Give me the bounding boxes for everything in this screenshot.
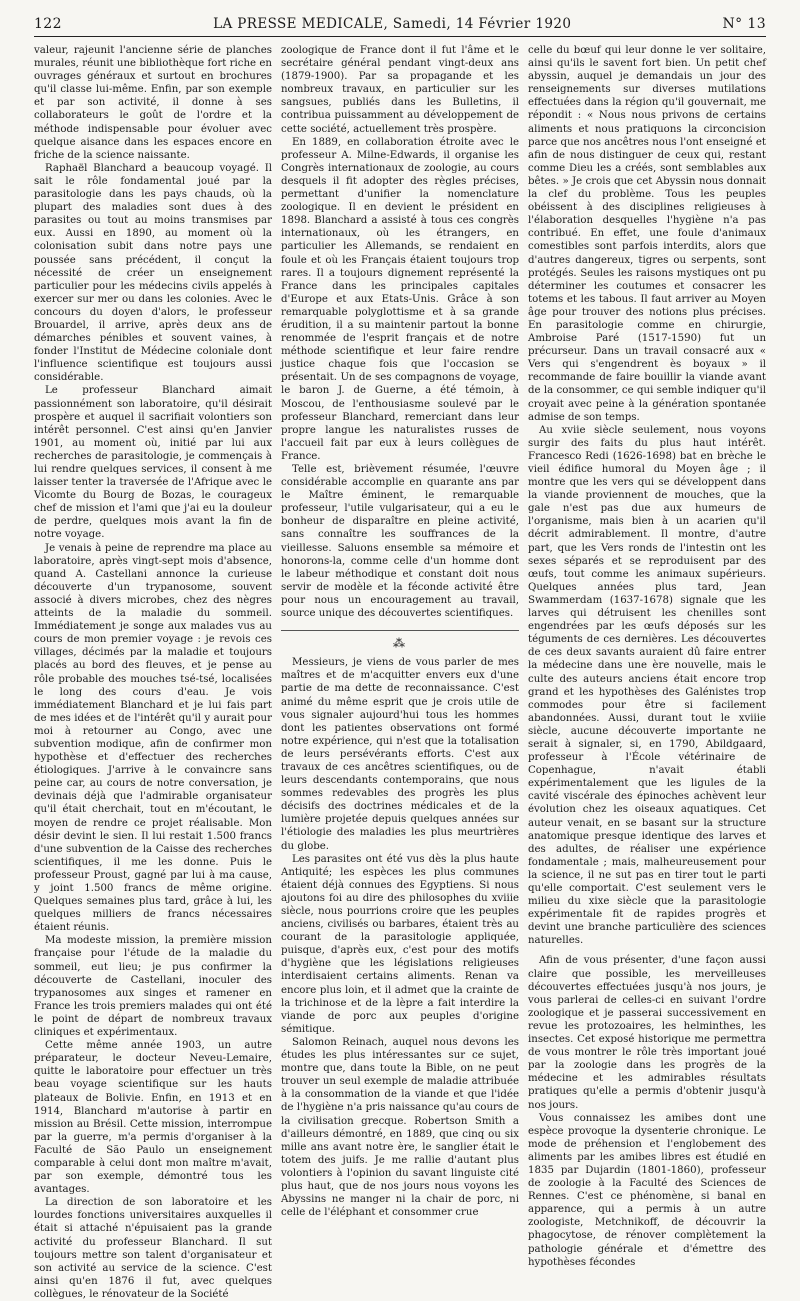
page-header — [34, 12, 766, 37]
paragraph: Salomon Reinach, auquel nous devons les études les plus intéressantes sur ce sujet, montre que, dans toute la Bible, on ne peut trouver un seul exemple de maladie attribuée à la consommation de la viande et que l'idée de l'hygiène n'a pris naissance qu'au cours de la civilisation grecque. Robertson Smith a d'ailleurs démontré, en 1889, que cinq ou six mille ans avant notre ère, le sanglier était le totem des juifs. Je me rallie d'autant plus volontiers à l'opinion du savant linguiste cité plus haut, que de nos jours nous voyons les Abyssins ne manger ni la chair de porc, ni celle de l'éléphant et consommer crue — [281, 1036, 519, 1219]
journal-title: LA PRESSE MEDICALE, Samedi, 14 Février 1920 — [213, 16, 572, 32]
paragraph: Ma modeste mission, la première mission française pour l'étude de la maladie du sommeil, eut lieu; je pus confirmer la découverte de Castellani, inoculer des trypanosomes aux singes et ramener en France les trois premiers malades qui ont été le point de départ de nombreux travaux cliniques et expérimentaux. — [34, 935, 272, 1039]
paragraph: Raphaël Blanchard a beaucoup voyagé. Il sait le rôle fondamental joué par la parasitologie dans les pays chauds, où la plupart des maladies sont dues à des parasites ou tout au moins transmises par eux. Aussi en 1890, au moment où la colonisation subit dans notre pays une poussée sans précédent, il conçut la nécessité de créer un enseignement particulier pour les médecins civils appelés à exercer sur mer ou dans les colonies. Avec le concours du doyen d'alors, le professeur Brouardel, il arrive, après deux ans de démarches pénibles et souvent vaines, à fonder l'Institut de Médecine coloniale dont l'influence scientifique est toujours aussi considérable. — [34, 162, 272, 384]
issue-number: N° 13 — [722, 16, 766, 32]
column-left — [34, 44, 272, 1300]
paragraph: zoologique de France dont il fut l'âme et le secrétaire général pendant vingt-deux ans (1879-1900). Par sa propagande et les nombreux travaux, en particulier sur les sangsues, publiés dans les Bulletins, il contribua puissamment au développement de cette société, actuellement très prospère. — [281, 45, 519, 135]
paragraph: Afin de vous présenter, d'une façon aussi claire que possible, les merveilleuses découvertes effectuées jusqu'à nos jours, je vous parlerai de celles-ci en suivant l'ordre zoologique et je passerai successivement en revue les protozoaires, les helminthes, les insectes. Cet exposé historique me permettra de vous montrer le rôle très important joué par la zoologie dans les progrès de la médecine et les admirables résultats pratiques qu'elle a permis d'obtenir jusqu'à nos jours. — [528, 955, 766, 1111]
column-right — [528, 44, 766, 1268]
paragraph: Vous connaissez les amibes dont une espèce provoque la dysenterie chronique. Le mode de préhension et l'englobement des aliments par les amibes libres est étudié en 1835 par Dujardin (1801-1860), professeur de zoologie à la Faculté des Sciences de Rennes. C'est ce phénomène, si banal en apparence, qui a permis à un autre zoologiste, Metchnikoff, de découvrir la phagocytose, de rénover complètement la pathologie générale et d'émettre des hypothèses fécondes — [528, 1112, 766, 1268]
paragraph: Messieurs, je viens de vous parler de mes maîtres et de m'acquitter envers eux d'une partie de ma dette de reconnaissance. C'est animé du même esprit que je crois utile de vous signaler aujourd'hui tous les hommes dont les patientes observations ont formé notre expérience, qui n'est que la totalisation de leurs persévérants efforts. C'est aux travaux de ces ancêtres scientifiques, ou de leurs descendants contemporains, que nous sommes redevables des progrès les plus décisifs des doctrines médicales et de la lumière projetée depuis quelques années sur l'étiologie des maladies les plus meurtrières du globe. — [281, 657, 519, 852]
paragraph: celle du bœuf qui leur donne le ver solitaire, ainsi qu'ils le savent fort bien. Un petit chef abyssin, auquel je demandais un jour des renseignements sur diverses mutilations effectuées dans la région qu'il gouvernait, me répondit : « Nous nous privons de certains aliments et nous pratiquons la circoncision parce que nos ancêtres nous l'ont enseigné et afin de nous distinguer de ceux qui, restant comme Dieu les a créés, sont semblables aux bêtes. » Je crois que cet Abyssin nous donnait la clef du problème. Tous les peuples obéissent à des disciplines religieuses à l'élaboration desquelles l'hygiène n'a pas contribué. En effet, une foule d'animaux comestibles sont parfois interdits, alors que d'autres dangereux, tigres ou serpents, sont protégés. Seules les raisons mystiques ont pu déterminer les coutumes et consacrer les totems et les tabous. Il faut arriver au Moyen âge pour trouver des notions plus précises. En parasitologie comme en chirurgie, Ambroise Paré (1517-1590) fut un précurseur. Dans un travail consacré aux « Vers qui s'engendrent ès boyaux » il recommande de faire bouillir la viande avant de la consommer, ce qui semble indiquer qu'il croyait avec peine à la génération spontanée admise de son temps. — [528, 45, 766, 423]
paragraph: En 1889, en collaboration étroite avec le professeur A. Milne-Edwards, il organise les Congrès internationaux de zoologie, au cours desquels il fit adopter des règles précises, permettant d'unifier la nomenclature zoologique. Il en devient le président en 1898. Blanchard a assisté à tous ces congrès internationaux, où les étrangers, en particulier les Allemands, se rendaient en foule et où les Français étaient toujours trop rares. Il a toujours dignement représenté la France dans les principales capitales d'Europe et aux Etats-Unis. Grâce à son remarquable polyglottisme et à sa grande érudition, il a su maintenir partout la bonne renommée de l'esprit français et de notre méthode scientifique et leur faire rendre justice chaque fois que l'occasion se présentait. Un de ses compagnons de voyage, le baron J. de Guerne, a été témoin, à Moscou, de l'enthousiasme soulevé par le professeur Blanchard, remerciant dans leur propre langue les naturalistes russes de l'accueil fait par eux à leurs collègues de France. — [281, 136, 519, 462]
paragraph: Au xviie siècle seulement, nous voyons surgir des faits du plus haut intérêt. Francesco Redi (1626-1698) bat en brèche le vieil édifice humoral du Moyen âge ; il montre que les vers qui se développent dans la viande proviennent de mouches, que la gale n'est pas due aux humeurs de l'organisme, mais bien à un acarien qu'il décrit admirablement. Il montre, d'autre part, que les Vers ronds de l'intestin ont les sexes séparés et se reproduisent par des œufs, tout comme les animaux supérieurs. Quelques années plus tard, Jean Swammerdam (1637-1678) signale que les larves qui détruisent les chenilles sont engendrées par les œufs déposés sur les téguments de ces dernières. Les découvertes de ces deux savants auraient dû faire entrer la médecine dans une ère nouvelle, mais le culte des auteurs anciens était encore trop grand et les hypothèses des Galénistes trop commodes pour être si facilement abandonnées. Aussi, durant tout le xviiie siècle, aucune découverte importante ne serait à signaler, si, en 1790, Abildgaard, professeur à l'École vétérinaire de Copenhague, n'avait établi expérimentalement que les ligules de la cavité viscérale des épinoches achèvent leur évolution chez les oiseaux aquatiques. Cet auteur venait, en se basant sur la structure anatomique presque identique des larves et des adultes, de réaliser une expérience fondamentale ; mais, malheureusement pour la science, il ne sut pas en tirer tout le parti qu'elle comportait. C'est seulement vers le milieu du xixe siècle que la parasitologie expérimentale fit de rapides progrès et devint une branche particulière des sciences naturelles. — [528, 424, 766, 947]
paragraph: Les parasites ont été vus dès la plus haute Antiquité; les espèces les plus communes étaient déjà connues des Egyptiens. Si nous ajoutons foi au dire des philosophes du xviiie siècle, nous pourrions croire que les peuples anciens, civilisés ou barbares, étaient très au courant de la parasitologie appliquée, puisque, d'après eux, c'est pour des motifs d'hygiène que les législations religieuses interdisaient certains aliments. Renan va encore plus loin, et il admet que la crainte de la trichinose et de la lèpre a fait interdire la viande de porc aux peuples d'origine sémitique. — [281, 853, 519, 1035]
paragraph: valeur, rajeunit l'ancienne série de planches murales, réunit une bibliothèque fort riche en ouvrages généraux et surtout en brochures qu'il classe lui-même. Enfin, par son exemple et par son activité, il donne à ses collaborateurs le goût de l'ordre et la méthode indispensable pour évoluer avec quelque aisance dans les espaces encore en friche de la science naissante. — [34, 45, 272, 161]
article-columns — [34, 44, 766, 1300]
section-divider-asterism: ⁂ — [393, 636, 407, 651]
paragraph: Le professeur Blanchard aimait passionnément son laboratoire, qu'il désirait prospère et auquel il sacrifiait volontiers son intérêt personnel. C'est ainsi qu'en Janvier 1901, au moment où, initié par lui aux recherches de parasitologie, je commençais à lui rendre quelques services, il consent à me laisser tenter la traversée de l'Afrique avec le Vicomte du Bourg de Bozas, le courageux chef de mission et l'ami que j'ai eu la douleur de perdre, quelques mois avant la fin de notre voyage. — [34, 385, 272, 541]
paragraph: La direction de son laboratoire et les lourdes fonctions universitaires auxquelles il était si attaché n'épuisaient pas la grande activité du professeur Blanchard. Il sut toujours mettre son talent d'organisateur et son activité au service de la science. C'est ainsi qu'en 1876 il fut, avec quelques collègues, le rénovateur de la Société — [34, 1197, 272, 1300]
paragraph: Je venais à peine de reprendre ma place au laboratoire, après vingt-sept mois d'absence, quand A. Castellani annonce la curieuse découverte d'un trypanosome, souvent associé à divers microbes, chez des nègres atteints de la maladie du sommeil. Immédiatement je songe aux malades vus au cours de mon premier voyage : je revois ces villages, décimés par la maladie et toujours placés au bord des fleuves, et je pense au rôle probable des mouches tsé-tsé, localisées le long des cours d'eau. Je vois immédiatement Blanchard et je lui fais part de mes idées et de l'intérêt qu'il y aurait pour moi à retourner au Congo, avec une subvention modique, afin de confirmer mon hypothèse et d'effectuer des recherches étiologiques. J'arrive à le convaincre sans peine car, au cours de notre conversation, je devinais déjà que l'admirable organisateur qu'il était cherchait, tout en m'écoutant, le moyen de rendre ce projet réalisable. Mon désir devint le sien. Il lui restait 1.500 francs d'une subvention de la Caisse des recherches scientifiques, il me les donne. Puis le professeur Proust, gagné par lui à ma cause, y joint 1.500 francs de même origine. Quelques semaines plus tard, grâce à lui, les quelques milliers de francs nécessaires étaient réunis. — [34, 542, 272, 934]
paragraph: Telle est, brièvement résumée, l'œuvre considérable accomplie en quarante ans par le Maître éminent, le remarquable professeur, l'utile vulgarisateur, qui a eu le bonheur de disparaître en pleine activité, sans connaître les souffrances de la vieillesse. Saluons ensemble sa mémoire et honorons-la, comme celle d'un homme dont le labeur méthodique et constant doit nous servir de modèle et la féconde activité être pour nous un encouragement au travail, source unique des découvertes scientifiques. — [281, 464, 519, 620]
page-number: 122 — [34, 16, 62, 32]
column-middle — [281, 44, 519, 1219]
paragraph: Cette même année 1903, un autre préparateur, le docteur Neveu-Lemaire, quitte le laboratoire pour effectuer un très beau voyage scientifique sur les hauts plateaux de Bolivie. Enfin, en 1913 et en 1914, Blanchard m'autorise à partir en mission au Brésil. Cette mission, interrompue par la guerre, m'a permis d'organiser à la Faculté de São Paulo un enseignement comparable à celui dont mon maître m'avait, par son exemple, démontré tous les avantages. — [34, 1040, 272, 1196]
section-rule — [281, 630, 519, 631]
